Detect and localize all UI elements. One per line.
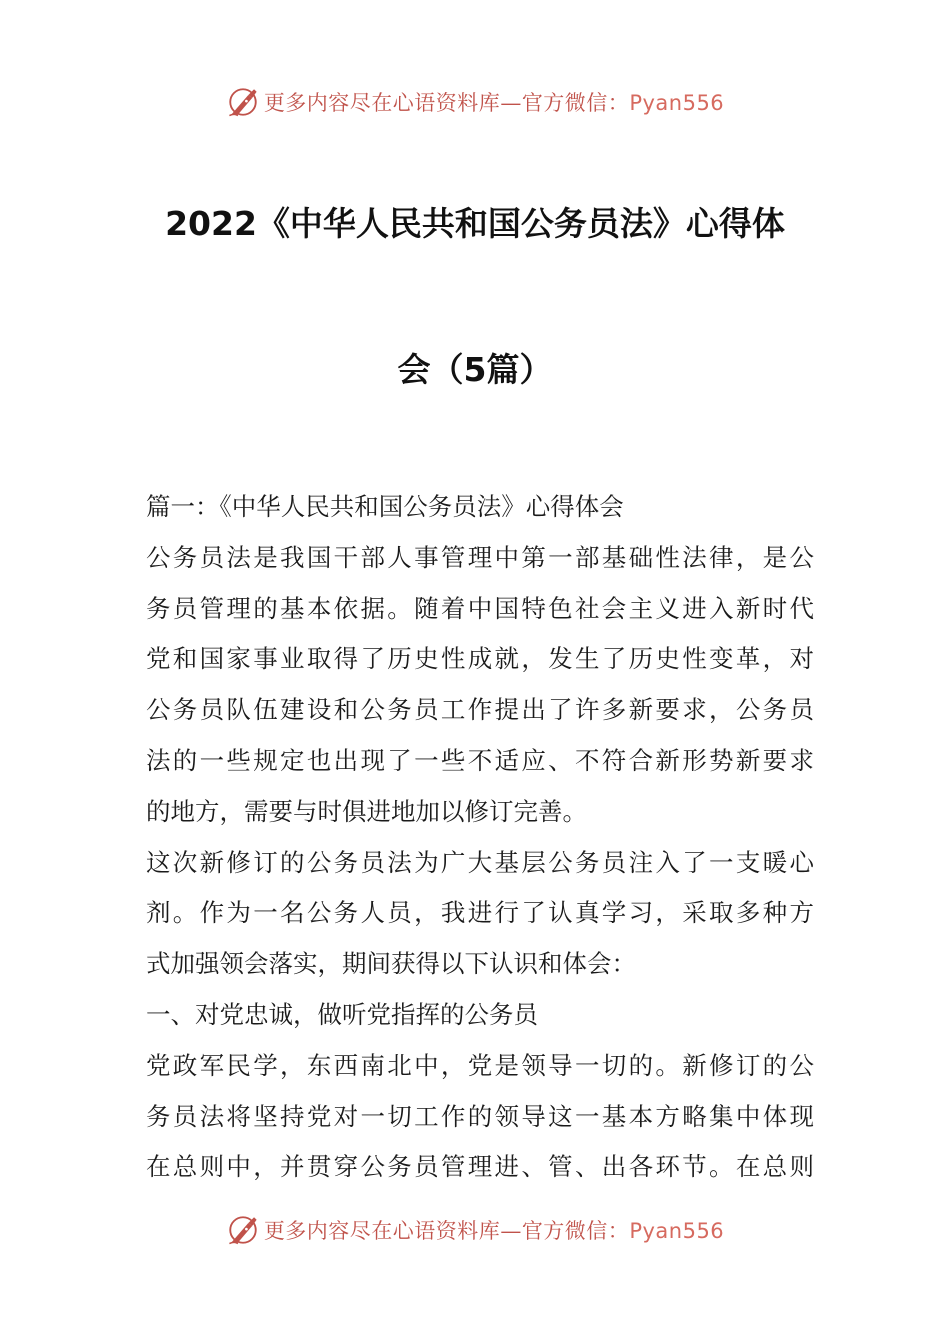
paragraph-line: 这次新修订的公务员法为广大基层公务员注入了一支暖心 [146, 847, 814, 877]
pen-nib-logo-icon [226, 85, 260, 119]
paragraph-line: 公务员队伍建设和公务员工作提出了许多新要求，公务员 [146, 695, 814, 725]
banner-main-text: 更多内容尽在心语资料库 [263, 91, 501, 115]
header-watermark-banner [0, 82, 950, 122]
paragraph-line: 党政军民学，东西南北中，党是领导一切的。新修订的公 [146, 1050, 814, 1080]
banner-wechat-label: 官方微信： [521, 1219, 630, 1243]
paragraph-line: 务员法将坚持党对一切工作的领导这一基本方略集中体现 [146, 1101, 814, 1131]
paragraph-line: 公务员法是我国干部人事管理中第一部基础性法律，是公 [146, 542, 814, 572]
paragraph-line: 式加强领会落实，期间获得以下认识和体会： [146, 949, 636, 979]
banner-main-text: 更多内容尽在心语资料库 [263, 1219, 501, 1243]
document-body [146, 482, 814, 1193]
paragraph-line: 剂。作为一名公务人员，我进行了认真学习，采取多种方 [146, 898, 814, 928]
paragraph-line: 在总则中，并贯穿公务员管理进、管、出各环节。在总则 [146, 1152, 814, 1182]
banner-separator: — [500, 91, 522, 115]
subsection-heading: 一、对党忠诚，做听党指挥的公务员 [146, 999, 538, 1029]
pen-nib-logo-icon [226, 1213, 260, 1247]
paragraph-line: 党和国家事业取得了历史性成就，发生了历史性变革，对 [146, 644, 814, 674]
section-heading: 篇一：《中华人民共和国公务员法》心得体会 [146, 492, 624, 521]
banner-wechat-label: 官方微信： [521, 91, 630, 115]
banner-separator: — [500, 1219, 522, 1243]
paragraph-line: 务员管理的基本依据。随着中国特色社会主义进入新时代 [146, 593, 814, 623]
document-title-line-1: 2022《中华人民共和国公务员法》心得体 [165, 204, 785, 243]
document-title-line-2: 会（5篇） [397, 350, 553, 389]
paragraph-line: 法的一些规定也出现了一些不适应、不符合新形势新要求 [146, 745, 814, 775]
footer-watermark-banner [0, 1210, 950, 1250]
banner-wechat-id: Pyan556 [629, 91, 725, 115]
banner-wechat-id: Pyan556 [629, 1219, 725, 1243]
paragraph-line: 的地方，需要与时俱进地加以修订完善。 [146, 796, 587, 826]
